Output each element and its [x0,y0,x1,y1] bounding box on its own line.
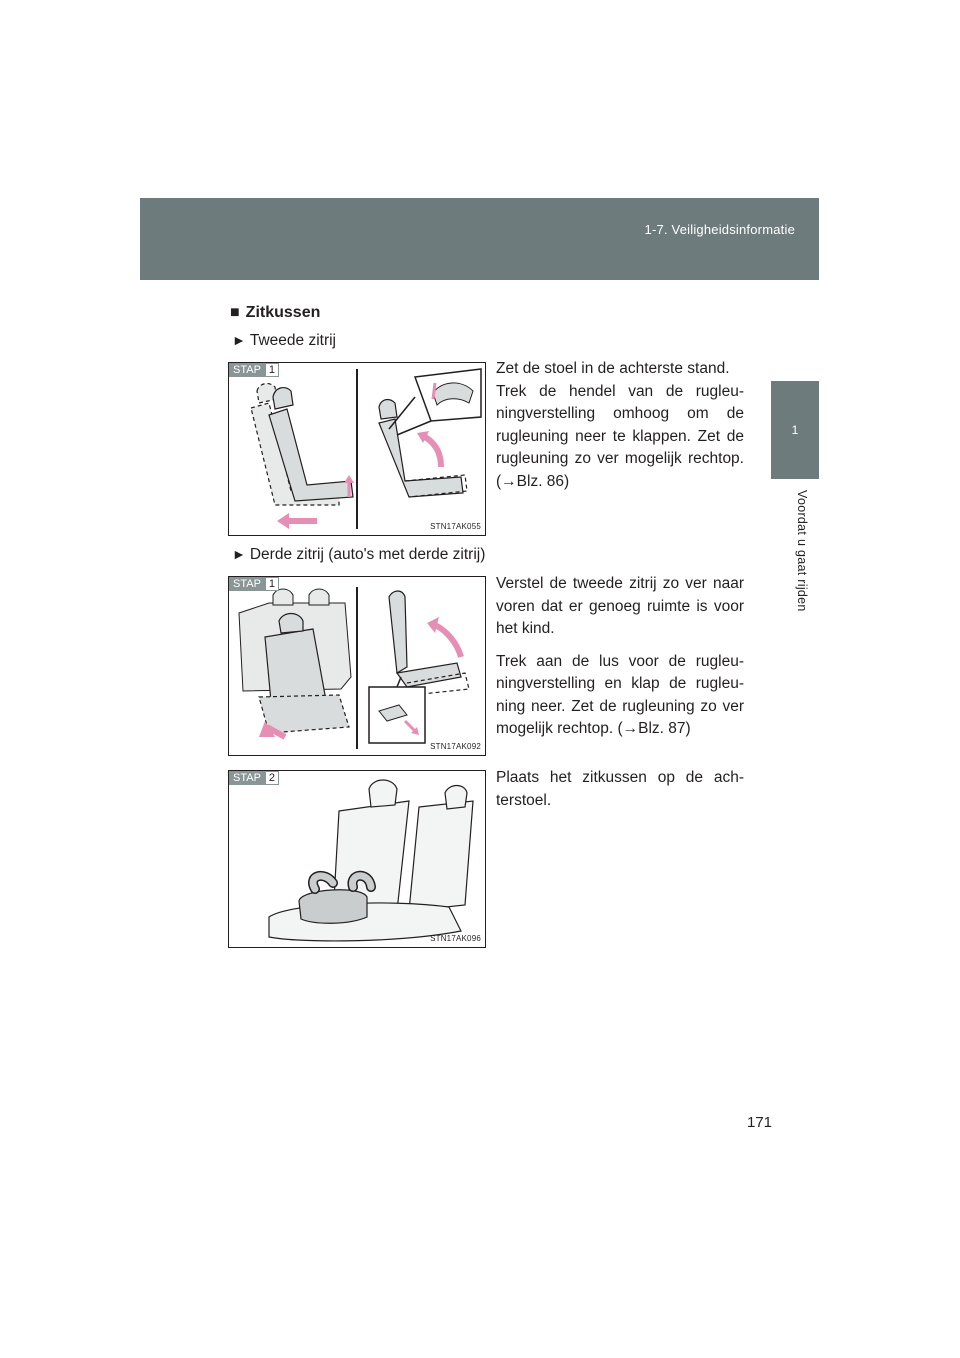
figure-code: STN17AK055 [430,522,481,531]
figure-step-1-third-row [228,576,486,756]
marker-icon: ► [232,546,246,562]
instruction-text-3 [496,767,744,812]
chapter-tab [771,381,819,479]
subsection-title-2: ► Derde zitrij (auto's met derde zitrij) [232,546,486,563]
header-band [140,198,819,280]
figure-code: STN17AK096 [430,934,481,943]
marker-icon: ► [232,332,246,348]
instruction-text-1 [496,358,744,493]
instruction-text-2 [496,573,744,741]
chapter-label: Voordat u gaat rijden [795,490,809,612]
page-number: 171 [747,1114,773,1131]
section-heading [230,304,320,322]
paragraph: Zet de stoel in de achterste stand. [496,360,730,377]
step-badge: STAP 1 [229,363,279,377]
figure-code: STN17AK092 [430,742,481,751]
step-badge: STAP 2 [229,771,279,785]
booster-cushion-illustration [229,771,485,947]
figure-step-1-second-row [228,362,486,536]
paragraph: Trek aan de lus voor de rugleu-ningverstelling en klap de rugleu-ning neer. Zet de rugleuning zo ver mogelijk rechtop. (→Blz. 87) [496,652,744,737]
paragraph: Plaats het zitkussen op de ach-terstoel. [496,769,744,809]
section-title: 1-7. Veiligheidsinformatie [644,222,795,237]
subsection-title-1: ► Tweede zitrij [232,332,337,349]
heading-title: Zitkussen [245,304,321,321]
third-row-seat-illustration [229,577,485,755]
figure-step-2-booster [228,770,486,948]
heading-bullet: ■ [230,304,240,321]
paragraph: Trek de hendel van de rugleu-ningverstelling omhoog om de rugleuning neer te klappen. Zet de rugleuning zo ver mogelijk rechtop. (→Blz. 86) [496,382,744,490]
seat-recline-illustration [229,363,485,535]
step-badge: STAP 1 [229,577,279,591]
paragraph: Verstel de tweede zitrij zo ver naar voren dat er genoeg ruimte is voor het kind. [496,575,744,637]
chapter-number: 1 [791,423,799,437]
